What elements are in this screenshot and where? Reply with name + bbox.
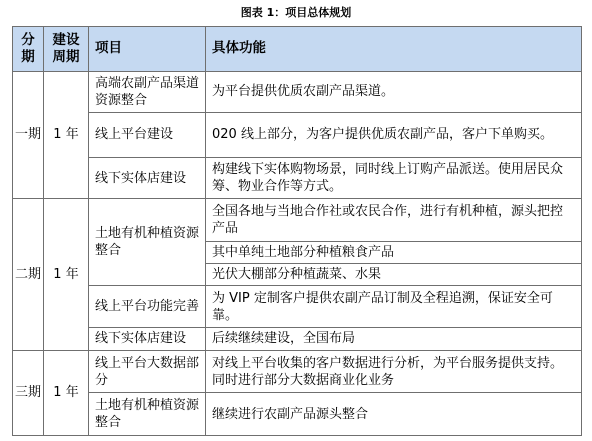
function-cell: 对线上平台收集的客户数据进行分析，为平台服务提供支持。同时进行部分大数据商业化业务 [206,350,582,393]
table-row [13,157,582,199]
table-row [13,113,582,158]
function-cell: 其中单纯土地部分种植粮食产品 [206,241,582,263]
header-project: 项目 [89,27,206,72]
period-cell: 1 年 [44,350,89,435]
table-row [13,71,582,113]
project-cell: 线下实体店建设 [89,157,206,199]
function-cell: 光伏大棚部分种植蔬菜、水果 [206,263,582,286]
table-row [13,286,582,328]
header-function: 具体功能 [206,27,582,72]
table-row [13,350,582,393]
phase-cell: 三期 [13,350,44,435]
function-cell: 继续进行农副产品源头整合 [206,393,582,436]
period-cell: 1 年 [44,199,89,351]
table-row [13,199,582,242]
project-cell: 线上平台功能完善 [89,286,206,328]
project-plan-table [12,26,582,436]
phase-cell: 一期 [13,71,44,199]
project-cell: 高端农副产品渠道资源整合 [89,71,206,113]
function-cell: 为 VIP 定制客户提供农副产品订制及全程追溯，保证安全可靠。 [206,286,582,328]
project-cell: 线下实体店建设 [89,327,206,350]
function-cell: 020 线上部分，为客户提供优质农副产品，客户下单购买。 [206,113,582,158]
header-phase: 分期 [13,27,44,72]
project-cell: 线上平台建设 [89,113,206,158]
table-caption: 图表 1：项目总体规划 [240,6,352,19]
function-cell: 构建线下实体购物场景，同时线上订购产品派送。使用居民众筹、物业合作等方式。 [206,157,582,199]
function-cell: 全国各地与当地合作社或农民合作，进行有机种植，源头把控产品 [206,199,582,242]
phase-cell: 二期 [13,199,44,351]
header-row [13,27,582,72]
table-row [13,327,582,350]
project-cell: 线上平台大数据部分 [89,350,206,393]
table-row [13,393,582,436]
function-cell: 后续继续建设，全国布局 [206,327,582,350]
function-cell: 为平台提供优质农副产品渠道。 [206,71,582,113]
project-cell: 土地有机种植资源整合 [89,199,206,286]
header-period: 建设周期 [44,27,89,72]
period-cell: 1 年 [44,71,89,199]
project-cell: 土地有机种植资源整合 [89,393,206,436]
